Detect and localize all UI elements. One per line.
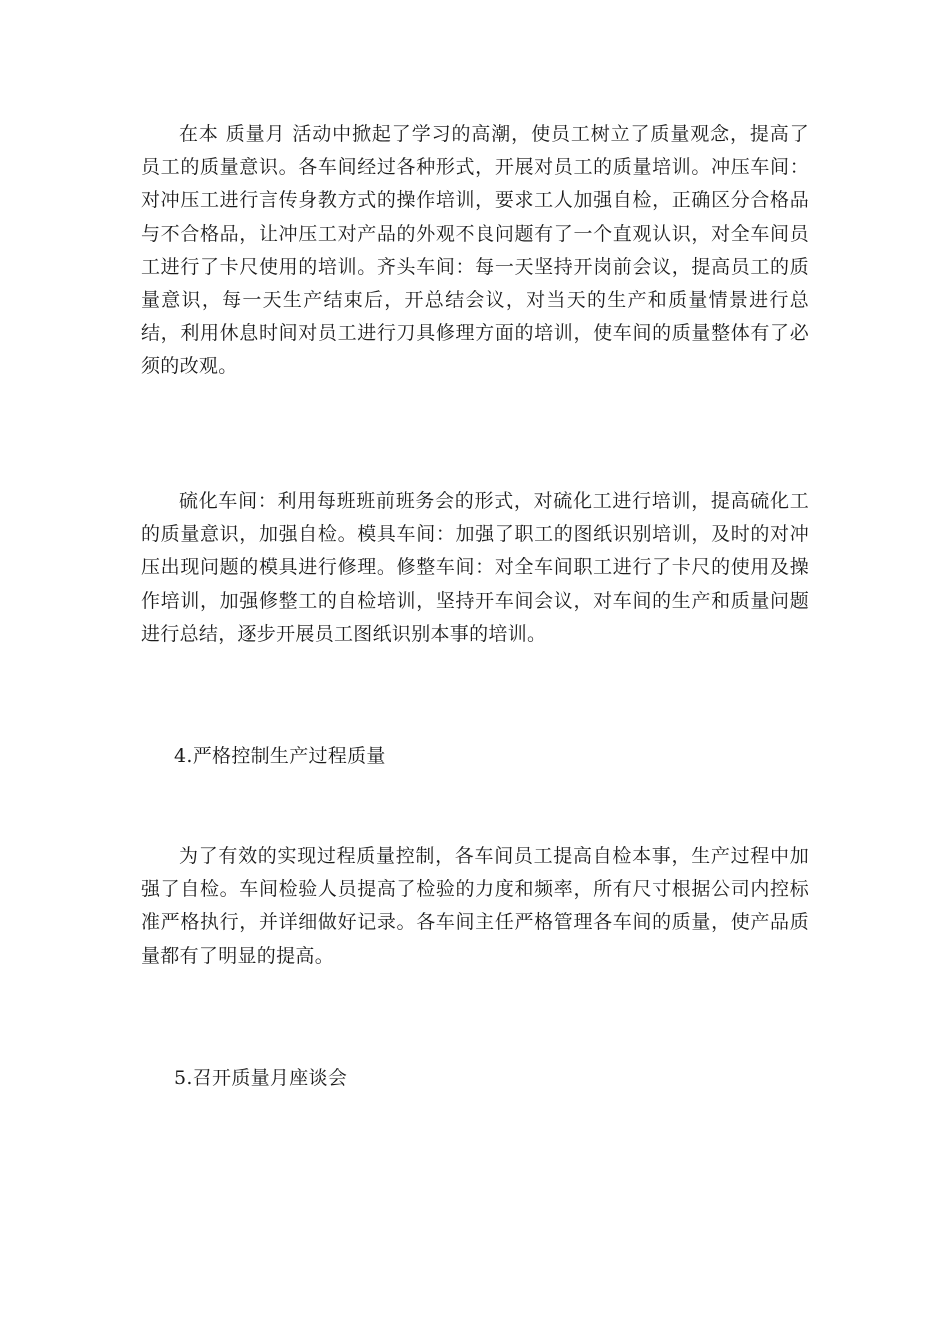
paragraph-workshop-training: 硫化车间：利用每班班前班务会的形式，对硫化工进行培训，提高硫化工的质量意识，加强自检。模具车间：加强了职工的图纸识别培训，及时的对冲压出现问题的模具进行修理。修整车间：对全车间职工进行了卡尺的使用及操作培训，加强修整工的自检培训，坚持开车间会议，对车间的生产和质量问题进行总结，逐步开展员工图纸识别本事的培训。: [141, 490, 809, 645]
section-heading-process-control: 4.严格控制生产过程质量: [174, 745, 386, 767]
section-heading-quality-meeting: 5.召开质量月座谈会: [174, 1067, 348, 1089]
paragraph-quality-training: 在本 质量月 活动中掀起了学习的高潮，使员工树立了质量观念，提高了员工的质量意识。各车间经过各种形式，开展对员工的质量培训。冲压车间：对冲压工进行言传身教方式的操作培训，要求工人加强自检，正确区分合格品与不合格品，让冲压工对产品的外观不良问题有了一个直观认识，对全车间员工进行了卡尺使用的培训。齐头车间：每一天坚持开岗前会议，提高员工的质量意识，每一天生产结束后，开总结会议，对当天的生产和质量情景进行总结，利用休息时间对员工进行刀具修理方面的培训，使车间的质量整体有了必须的改观。: [141, 123, 809, 378]
paragraph-process-control: 为了有效的实现过程质量控制，各车间员工提高自检本事，生产过程中加强了自检。车间检验人员提高了检验的力度和频率，所有尺寸根据公司内控标准严格执行，并详细做好记录。各车间主任严格管理各车间的质量，使产品质量都有了明显的提高。: [141, 845, 809, 967]
